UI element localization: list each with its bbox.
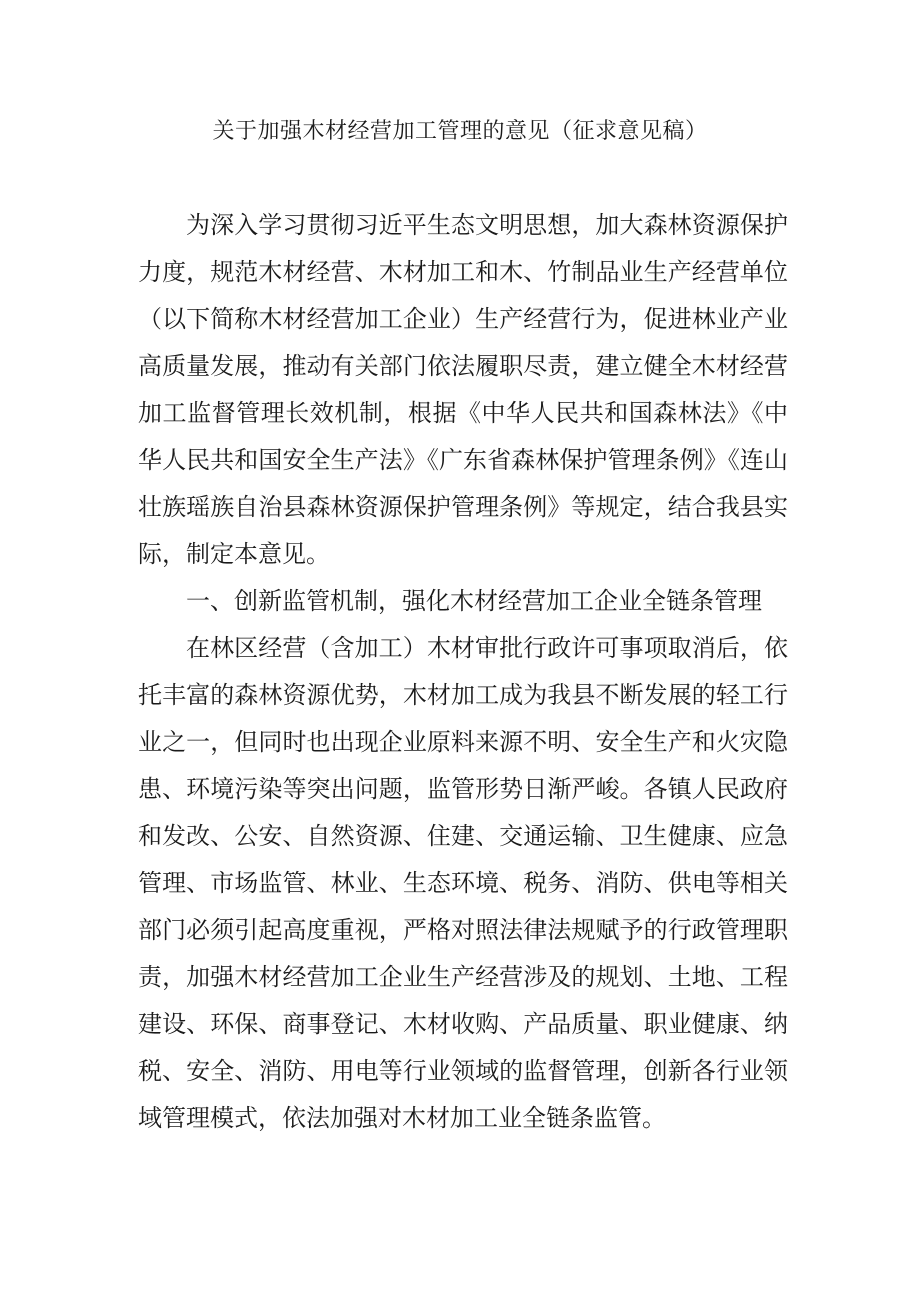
section-paragraph: 在林区经营（含加工）木材审批行政许可事项取消后，依托丰富的森林资源优势，木材加工成为我县不断发展的轻工行业之一，但同时也出现企业原料来源不明、安全生产和火灾隐患、环境污染等突出问题，监管形势日渐严峻。各镇人民政府和发改、公安、自然资源、住建、交通运输、卫生健康、应急管理、市场监管、林业、生态环境、税务、消防、供电等相关部门必须引起高度重视，严格对照法律法规赋予的行政管理职责，加强木材经营加工企业生产经营涉及的规划、土地、工程建设、环保、商事登记、木材收购、产品质量、职业健康、纳税、安全、消防、用电等行业领域的监督管理，创新各行业领域管理模式，依法加强对木材加工业全链条监管。 (138, 634, 788, 1132)
document-body (138, 202, 788, 1142)
document-title: 关于加强木材经营加工管理的意见（征求意见稿） (212, 119, 708, 144)
section-heading: 一、创新监管机制，强化木材经营加工企业全链条管理 (186, 587, 762, 615)
intro-paragraph: 为深入学习贯彻习近平生态文明思想，加大森林资源保护力度，规范木材经营、木材加工和木、竹制品业生产经营单位（以下简称木材经营加工企业）生产经营行为，促进林业产业高质量发展，推动有关部门依法履职尽责，建立健全木材经营加工监督管理长效机制，根据《中华人民共和国森林法》《中华人民共和国安全生产法》《广东省森林保护管理条例》《连山壮族瑶族自治县森林资源保护管理条例》等规定，结合我县实际，制定本意见。 (138, 211, 788, 568)
